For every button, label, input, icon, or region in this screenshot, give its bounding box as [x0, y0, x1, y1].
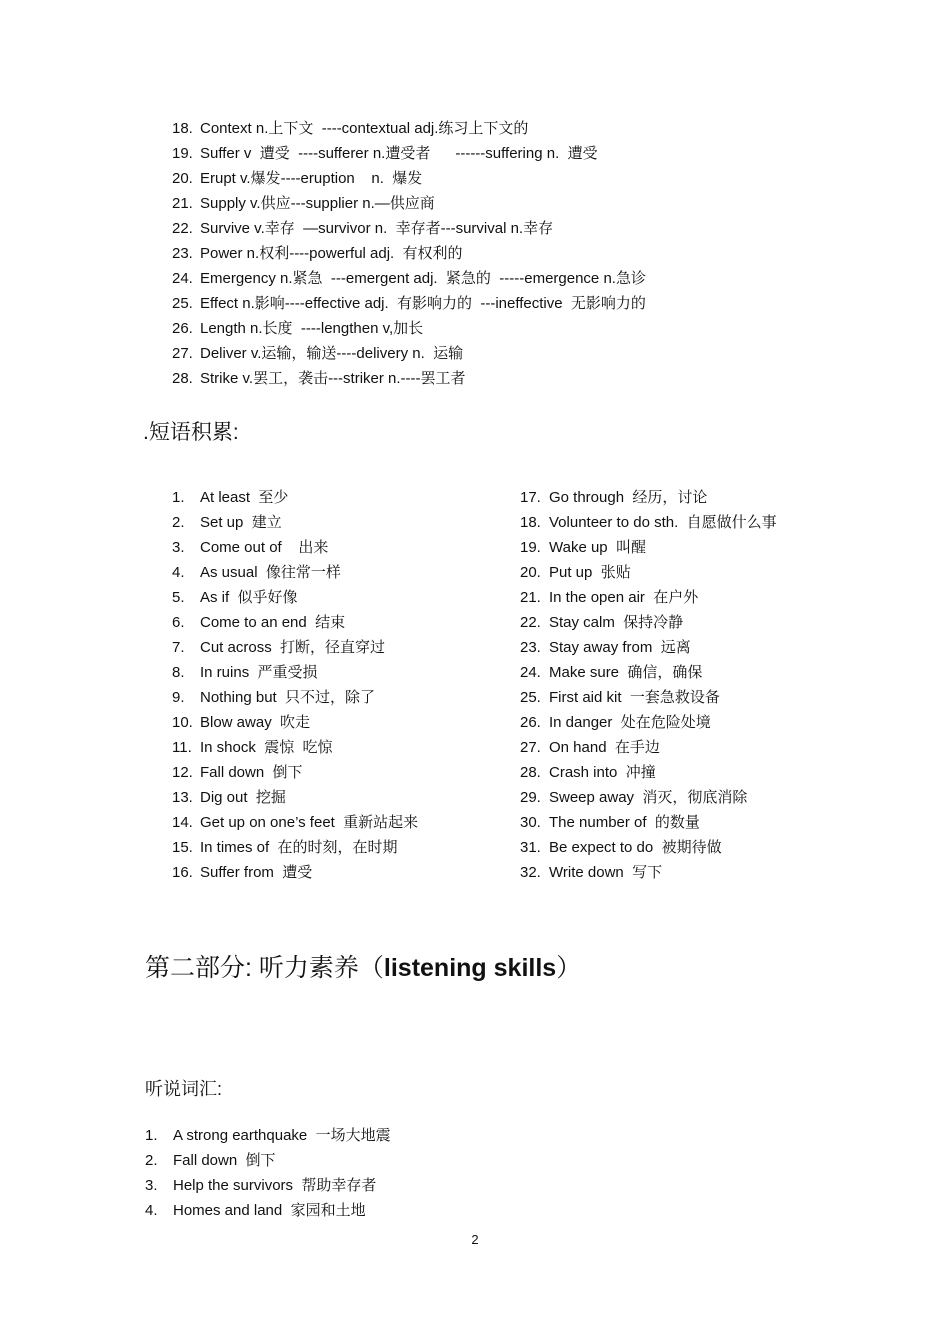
phrase-item: 17. Go through 经历，讨论: [520, 489, 708, 506]
vocab-item: 24. Emergency n.紧急 ---emergent adj. 紧急的 -----emergence n.急诊: [172, 270, 646, 287]
phrase-item: 23. Stay away from 远离: [520, 639, 691, 656]
phrase-item: 1. At least 至少: [172, 489, 289, 506]
phrase-item: 14. Get up on one’s feet 重新站起来: [172, 814, 419, 831]
listening-item: 1. A strong earthquake 一场大地震: [145, 1127, 391, 1144]
phrases-heading: .短语积累:: [143, 421, 239, 444]
phrase-item: 26. In danger 处在危险处境: [520, 714, 711, 731]
phrase-item: 8. In ruins 严重受损: [172, 664, 318, 681]
phrase-item: 7. Cut across 打断，径直穿过: [172, 639, 386, 656]
phrase-item: 27. On hand 在手边: [520, 739, 660, 756]
listening-item: 4. Homes and land 家园和土地: [145, 1202, 366, 1219]
vocab-item: 28. Strike v.罢工，袭击---striker n.----罢工者: [172, 370, 466, 387]
phrase-item: 4. As usual 像往常一样: [172, 564, 341, 581]
listening-vocab-list: [145, 1123, 391, 1223]
phrases-list-right: [520, 485, 777, 885]
phrase-item: 28. Crash into 冲撞: [520, 764, 656, 781]
phrase-item: 31. Be expect to do 被期待做: [520, 839, 722, 856]
vocabulary-list: [172, 116, 646, 391]
phrase-item: 5. As if 似乎好像: [172, 589, 298, 606]
vocab-item: 22. Survive v.幸存 —survivor n. 幸存者---survival n.幸存: [172, 220, 554, 237]
phrase-item: 21. In the open air 在户外: [520, 589, 699, 606]
phrase-item: 15. In times of 在的时刻，在时期: [172, 839, 398, 856]
phrase-item: 16. Suffer from 遭受: [172, 864, 313, 881]
listening-item: 2. Fall down 倒下: [145, 1152, 276, 1169]
section-title: 第二部分: 听力素养（listening skills）: [145, 954, 582, 982]
phrases-list-left: [172, 485, 418, 885]
phrase-item: 13. Dig out 挖掘: [172, 789, 286, 806]
listening-item: 3. Help the survivors 帮助幸存者: [145, 1177, 377, 1194]
phrase-item: 30. The number of 的数量: [520, 814, 700, 831]
phrase-item: 12. Fall down 倒下: [172, 764, 303, 781]
vocab-item: 25. Effect n.影响----effective adj. 有影响力的 ---ineffective 无影响力的: [172, 295, 646, 312]
page-number: 2: [471, 1232, 479, 1247]
phrase-item: 9. Nothing but 只不过，除了: [172, 689, 376, 706]
phrase-item: 29. Sweep away 消灭，彻底消除: [520, 789, 748, 806]
phrase-item: 6. Come to an end 结束: [172, 614, 346, 631]
vocab-item: 19. Suffer v 遭受 ----sufferer n.遭受者 ------suffering n. 遭受: [172, 145, 598, 162]
vocab-item: 23. Power n.权利----powerful adj. 有权利的: [172, 245, 463, 262]
phrase-item: 25. First aid kit 一套急救设备: [520, 689, 720, 706]
phrase-item: 32. Write down 写下: [520, 864, 663, 881]
phrase-item: 22. Stay calm 保持冷静: [520, 614, 684, 631]
vocab-item: 20. Erupt v.爆发----eruption n. 爆发: [172, 170, 423, 187]
phrase-item: 3. Come out of 出来: [172, 539, 329, 556]
phrase-item: 24. Make sure 确信，确保: [520, 664, 703, 681]
phrase-item: 2. Set up 建立: [172, 514, 282, 531]
vocab-item: 18. Context n.上下文 ----contextual adj.练习上下文的: [172, 120, 529, 137]
phrase-item: 11. In shock 震惊 吃惊: [172, 739, 333, 756]
vocab-item: 21. Supply v.供应---supplier n.—供应商: [172, 195, 435, 212]
vocab-item: 27. Deliver v.运输，输送----delivery n. 运输: [172, 345, 464, 362]
phrase-item: 10. Blow away 吹走: [172, 714, 311, 731]
phrase-item: 18. Volunteer to do sth. 自愿做什么事: [520, 514, 777, 531]
listening-vocab-heading: 听说词汇:: [145, 1079, 223, 1099]
phrase-item: 19. Wake up 叫醒: [520, 539, 646, 556]
vocab-item: 26. Length n.长度 ----lengthen v,加长: [172, 320, 424, 337]
phrase-item: 20. Put up 张贴: [520, 564, 631, 581]
